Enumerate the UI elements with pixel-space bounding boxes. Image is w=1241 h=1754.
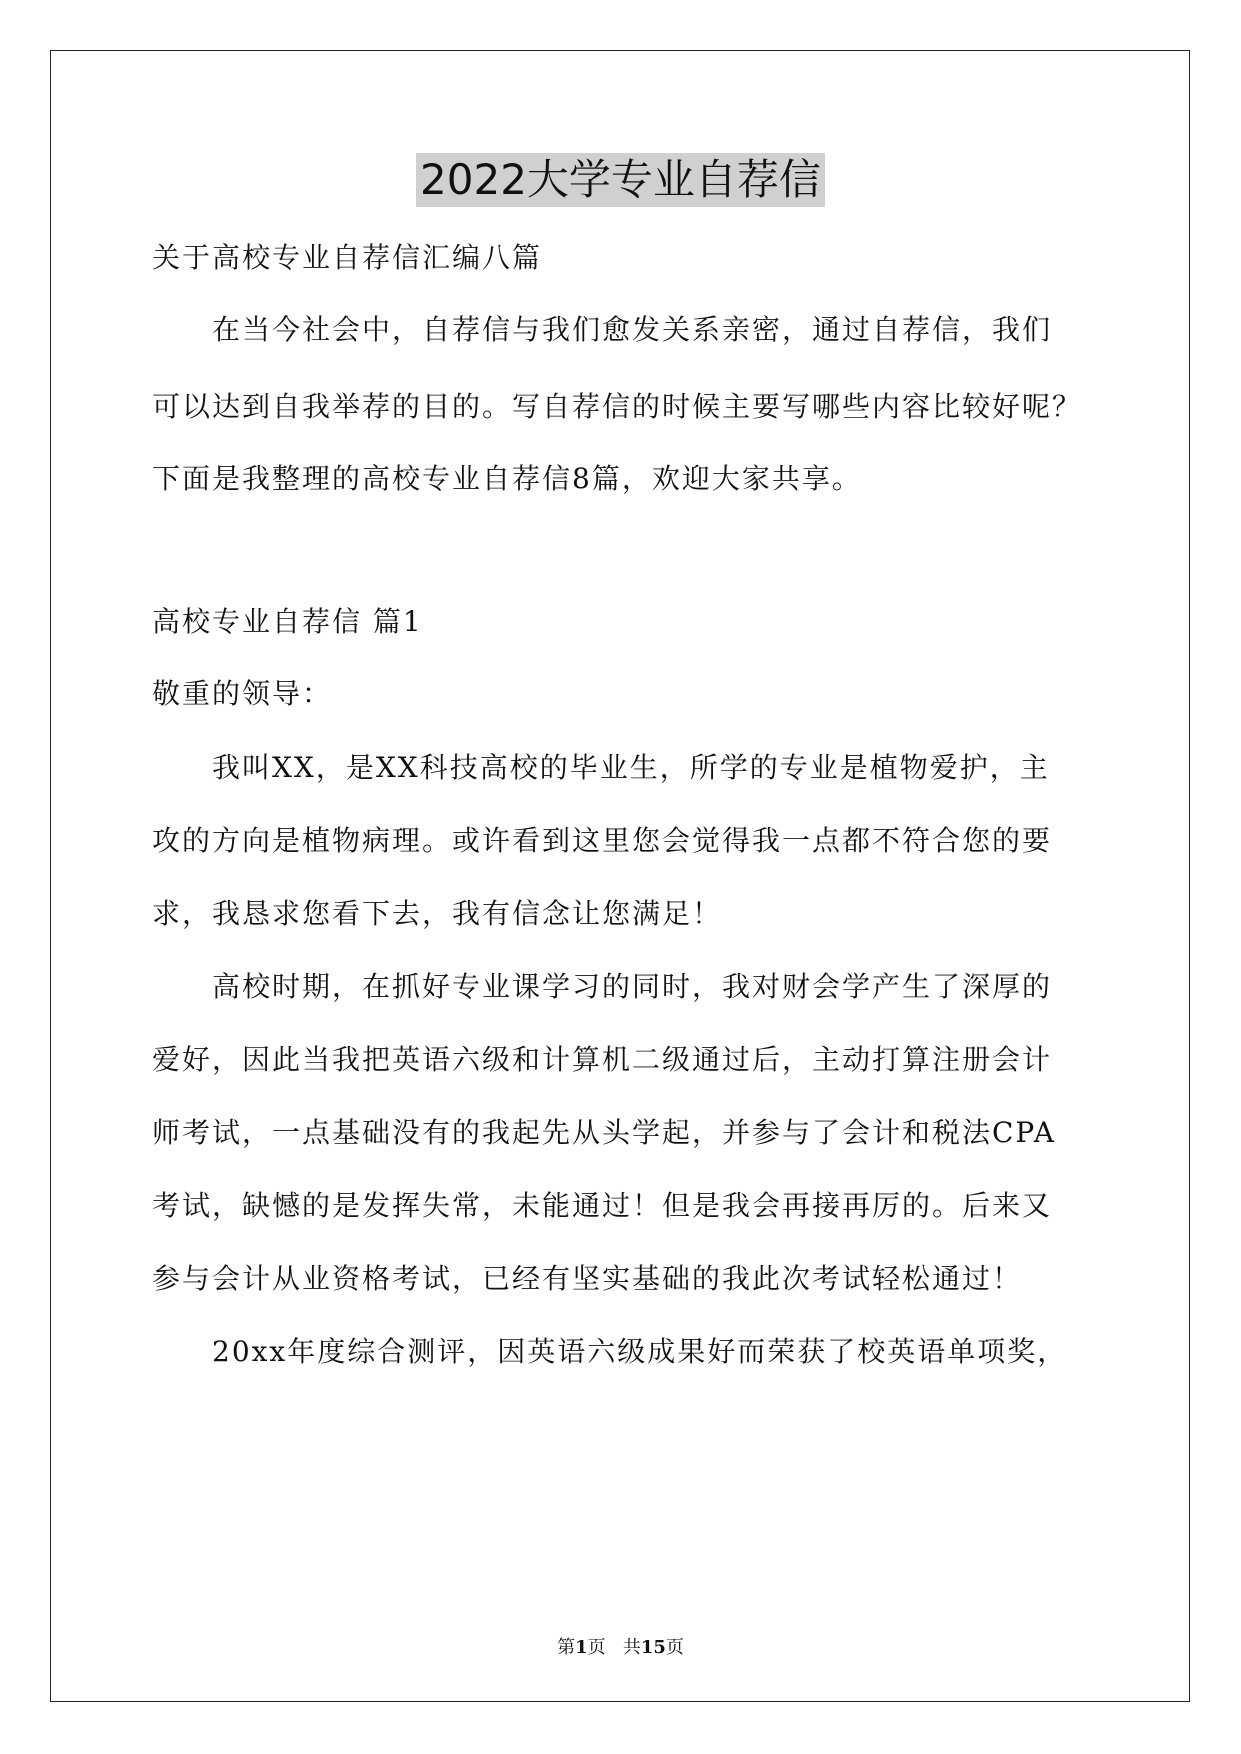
- document-subtitle: 关于高校专业自荐信汇编八篇: [152, 241, 543, 274]
- page-footer: [0, 1636, 1241, 1660]
- intro-line: 下面是我整理的高校专业自荐信8篇，欢迎大家共享。: [152, 462, 862, 495]
- paragraph-line: 师考试，一点基础没有的我起先从头学起，并参与了会计和税法CPA: [152, 1116, 1056, 1149]
- footer-page-suffix: 页: [587, 1637, 606, 1658]
- paragraph-line: 参与会计从业资格考试，已经有坚实基础的我此次考试轻松通过！: [152, 1262, 1023, 1295]
- paragraph-line: 攻的方向是植物病理。或许看到这里您会觉得我一点都不符合您的要: [152, 824, 1053, 857]
- salutation: 敬重的领导：: [152, 677, 333, 710]
- page-border: [50, 50, 1190, 1702]
- footer-prefix: 第: [557, 1637, 576, 1658]
- section-heading: 高校专业自荐信 篇1: [152, 605, 423, 638]
- document-title: 2022大学专业自荐信: [416, 153, 825, 207]
- paragraph-line: 求，我恳求您看下去，我有信念让您满足！: [152, 897, 723, 930]
- intro-line: 可以达到自我举荐的目的。写自荐信的时候主要写哪些内容比较好呢？: [152, 390, 1083, 423]
- paragraph-line: 考试，缺憾的是发挥失常，未能通过！但是我会再接再厉的。后来又: [152, 1189, 1053, 1222]
- title-container: [0, 153, 1241, 207]
- current-page-number: 1: [575, 1637, 588, 1658]
- paragraph-line: 我叫XX，是XX科技高校的毕业生，所学的专业是植物爱护，主: [212, 751, 1050, 784]
- intro-line: 在当今社会中，自荐信与我们愈发关系亲密，通过自荐信，我们: [212, 313, 1053, 346]
- footer-total-prefix: 共: [622, 1637, 641, 1658]
- total-page-count: 15: [640, 1637, 666, 1658]
- paragraph-line: 20xx年度综合测评，因英语六级成果好而荣获了校英语单项奖，: [212, 1335, 1068, 1368]
- paragraph-line: 高校时期，在抓好专业课学习的同时，我对财会学产生了深厚的: [212, 970, 1053, 1003]
- footer-total-suffix: 页: [665, 1637, 684, 1658]
- paragraph-line: 爱好，因此当我把英语六级和计算机二级通过后，主动打算注册会计: [152, 1043, 1053, 1076]
